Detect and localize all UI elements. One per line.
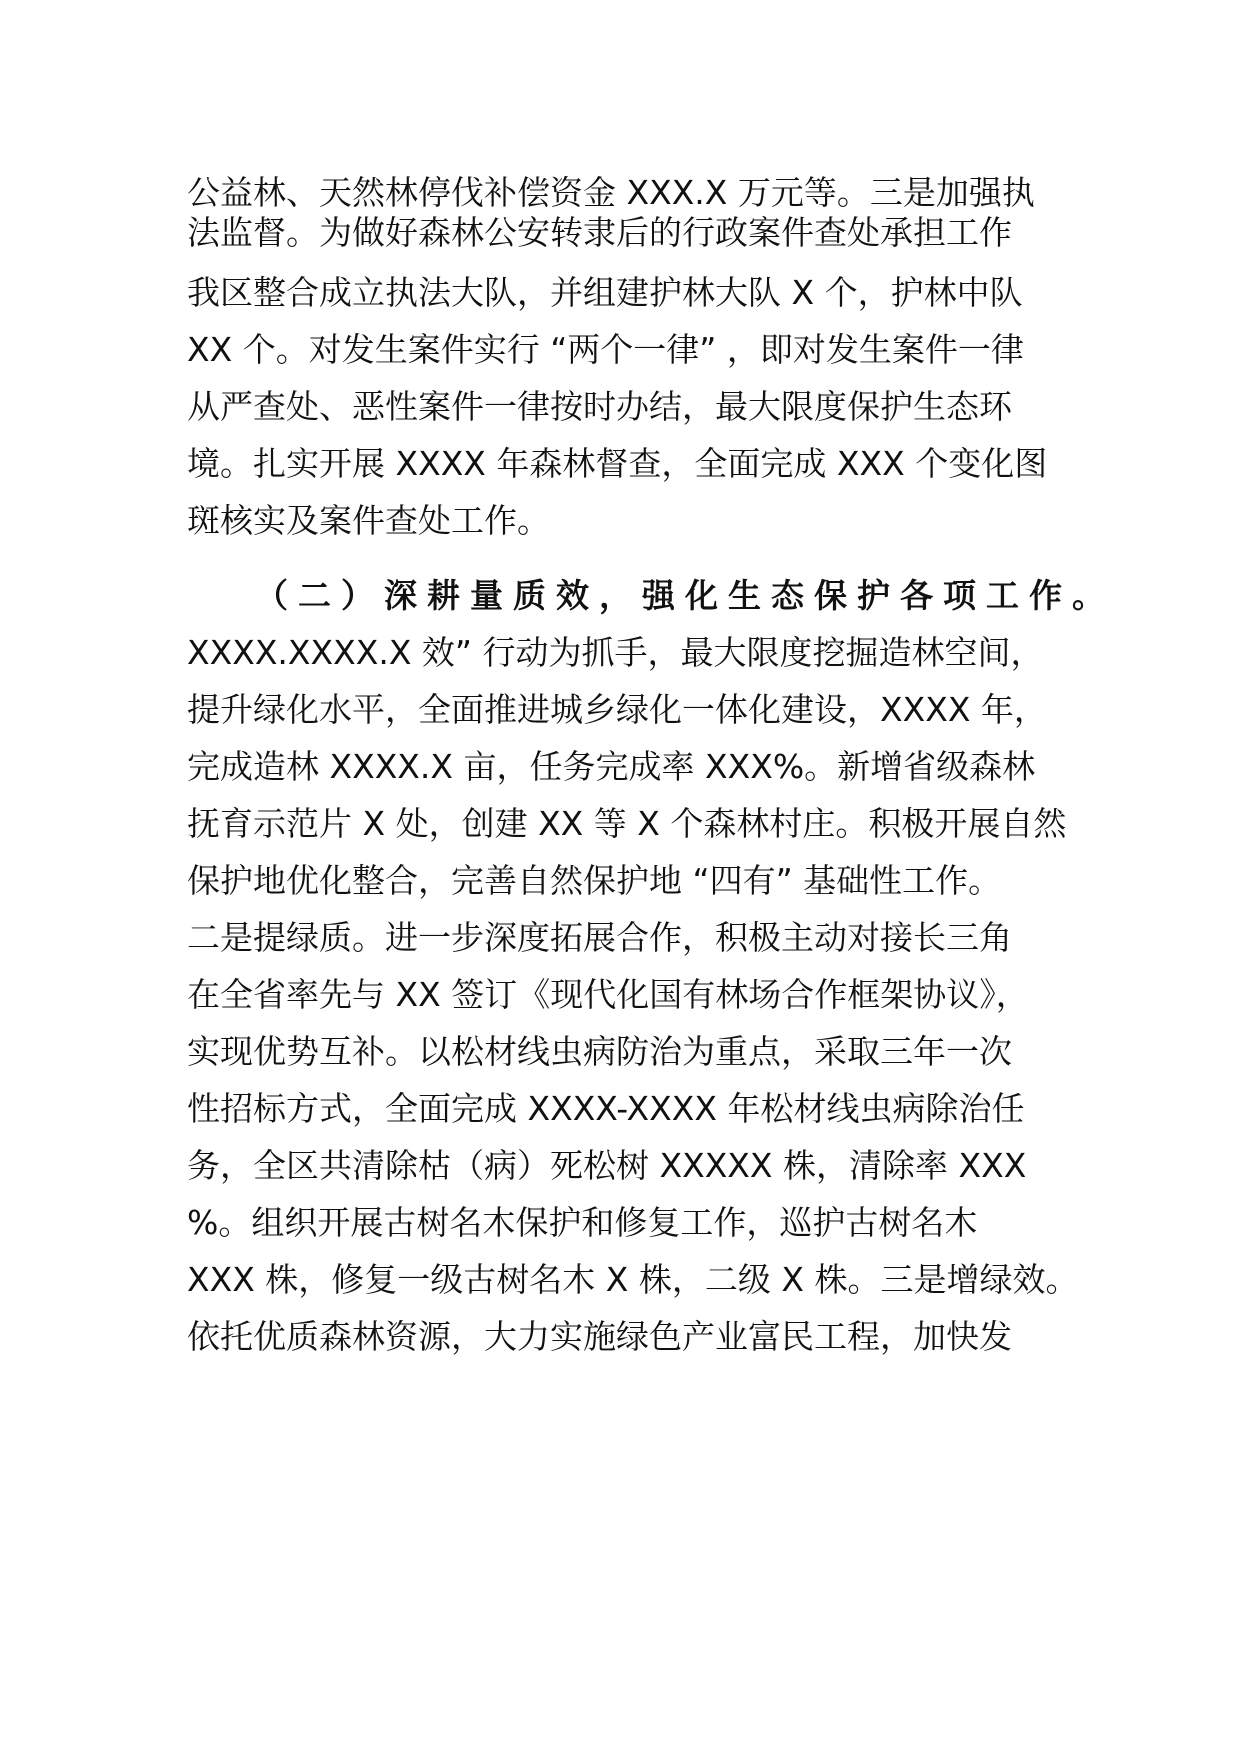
text-line: 保护地优化整合，完善自然保护地 “四有” 基础性工作。	[187, 861, 1002, 900]
text-line: 斑核实及案件查处工作。	[187, 501, 550, 540]
text-line: 实现优势互补。以松材线虫病防治为重点，采取三年一次	[187, 1032, 1012, 1071]
text-line: XX 个。对发生案件实行 “两个一律” ，即对发生案件一律	[187, 330, 1024, 369]
text-line: 务，全区共清除枯（病）死松树 XXXXX 株，清除率 XXX	[187, 1146, 1027, 1185]
text-line: 提升绿化水平，全面推进城乡绿化一体化建设，XXXX 年，	[187, 690, 1047, 729]
text-line: 境。扎实开展 XXXX 年森林督查，全面完成 XXX 个变化图	[187, 444, 1048, 483]
text-line: XXXX.XXXX.X 效” 行动为抓手，最大限度挖掘造林空间，	[187, 633, 1044, 672]
text-line: 法监督。为做好森林公安转隶后的行政案件查处承担工作	[187, 213, 1012, 252]
text-line: 二是提绿质。进一步深度拓展合作，积极主动对接长三角	[187, 918, 1012, 957]
text-line: 我区整合成立执法大队，并组建护林大队 X 个，护林中队	[187, 273, 1023, 312]
text-line: 完成造林 XXXX.X 亩，任务完成率 XXX%。新增省级森林	[187, 747, 1036, 786]
text-line: 抚育示范片 X 处，创建 XX 等 X 个森林村庄。积极开展自然	[187, 804, 1067, 843]
text-line: 性招标方式，全面完成 XXXX-XXXX 年松材线虫病除治任	[187, 1089, 1025, 1128]
section-heading: （二）深耕量质效，强化生态保护各项工作。	[255, 576, 1115, 615]
text-line: 公益林、天然林停伐补偿资金 XXX.X 万元等。三是加强执	[187, 173, 1035, 212]
text-line: 从严查处、恶性案件一律按时办结，最大限度保护生态环	[187, 387, 1012, 426]
text-line: 依托优质森林资源，大力实施绿色产业富民工程，加快发	[187, 1317, 1012, 1356]
text-line: XXX 株，修复一级古树名木 X 株，二级 X 株。三是增绿效。	[187, 1260, 1079, 1299]
text-line: 在全省率先与 XX 签订《现代化国有林场合作框架协议》，	[187, 975, 1029, 1014]
text-line: %。组织开展古树名木保护和修复工作，巡护古树名木	[187, 1203, 978, 1242]
